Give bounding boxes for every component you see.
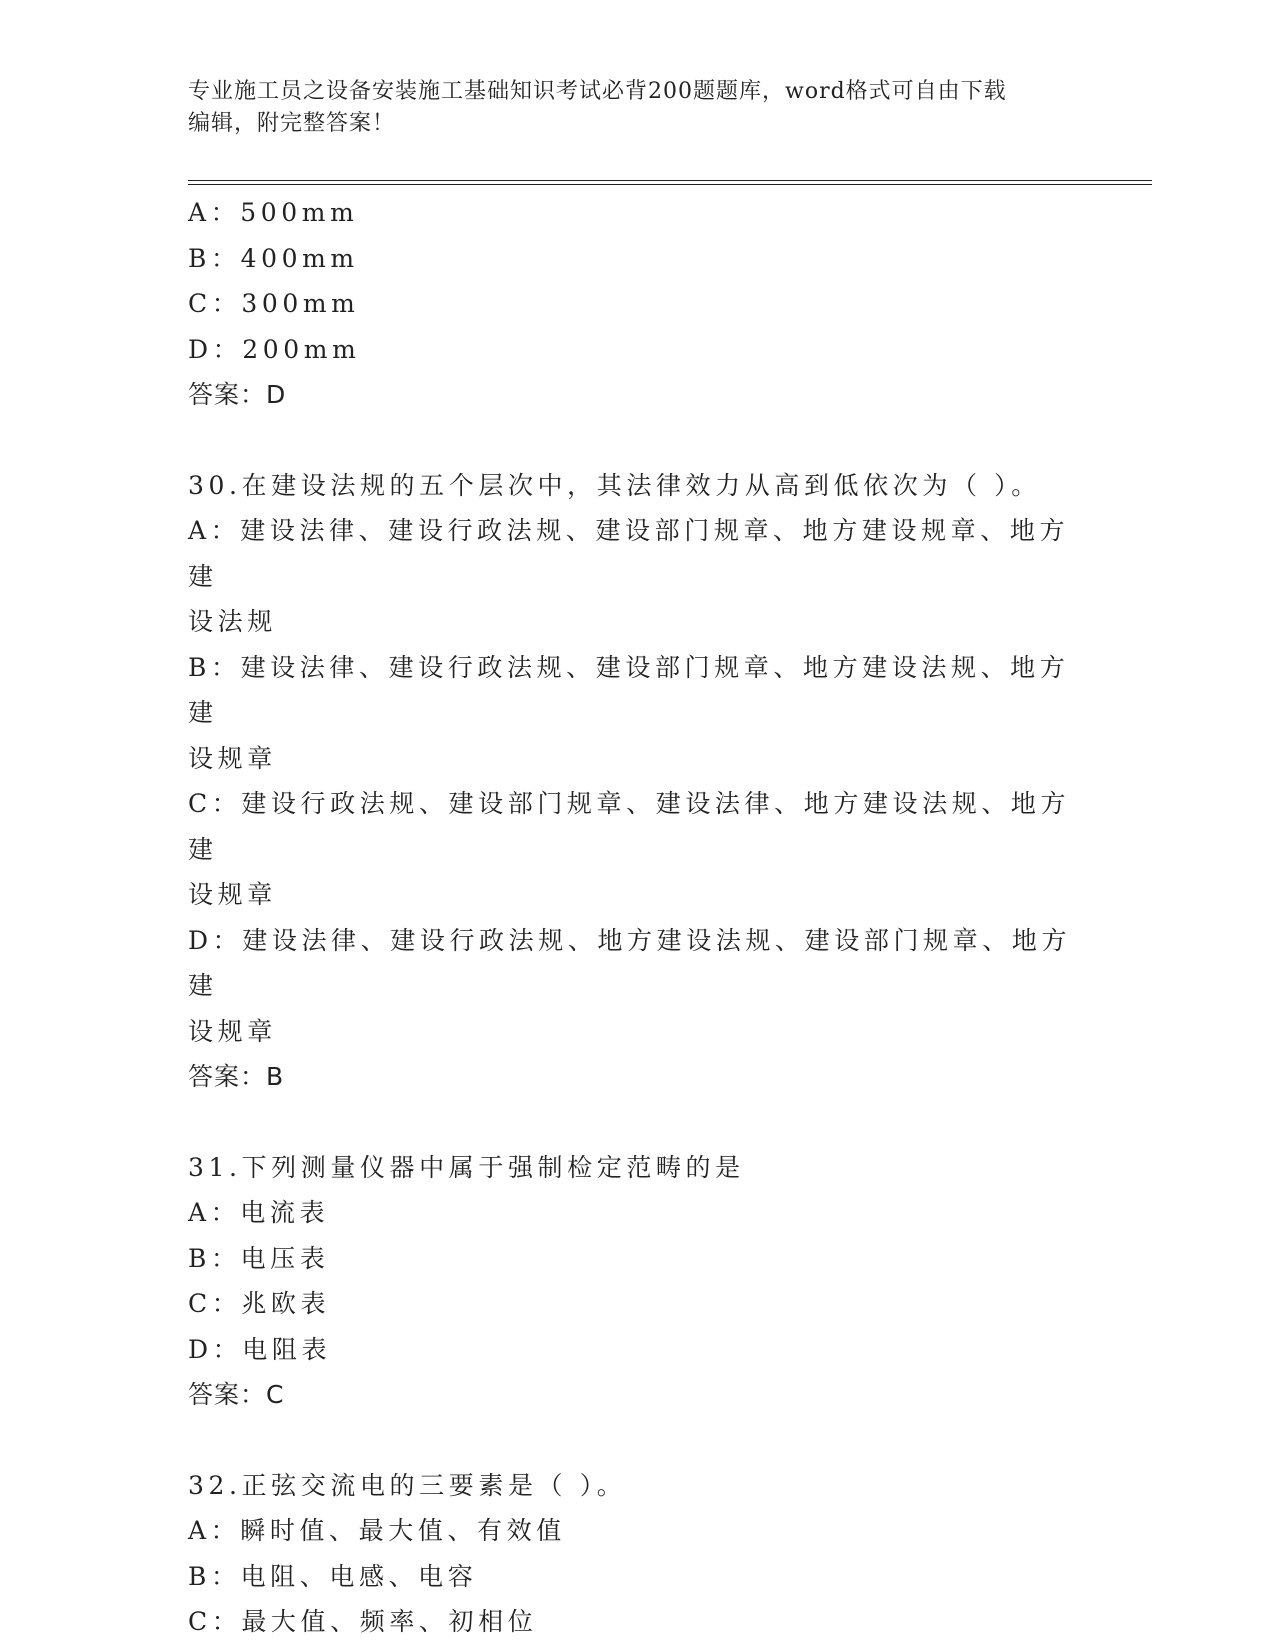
answer-text: 答案：C <box>188 1380 285 1409</box>
option-a-continued: 设法规 <box>188 607 277 636</box>
option-a: A：瞬时值、最大值、有效值 <box>188 1516 566 1545</box>
answer-text: 答案：B <box>188 1062 285 1091</box>
question-block-31 <box>188 1145 1088 1418</box>
option-b: B：建设法律、建设行政法规、建设部门规章、地方建设法规、地方建 <box>188 652 1070 727</box>
question-text: 30.在建设法规的五个层次中，其法律效力从高到低依次为（ ）。 <box>188 470 1041 500</box>
question-block-32 <box>188 1463 1088 1645</box>
option-d: D：建设法律、建设行政法规、地方建设法规、建设部门规章、地方建 <box>188 925 1072 1000</box>
question-block-29 <box>188 190 1088 418</box>
option-a: A：建设法律、建设行政法规、建设部门规章、地方建设规章、地方建 <box>188 516 1070 591</box>
header-title-line-1: 专业施工员之设备安装施工基础知识考试必背200题题库，word格式可自由下载 <box>188 79 1007 104</box>
option-a: A：电流表 <box>188 1198 330 1227</box>
option-d: D：电阻表 <box>188 1334 332 1364</box>
option-b: B：400mm <box>188 243 359 273</box>
option-c: C：最大值、频率、初相位 <box>188 1607 538 1636</box>
option-d: D：200mm <box>188 334 361 364</box>
option-d-continued: 设规章 <box>188 1016 277 1046</box>
question-block-30 <box>188 463 1088 1100</box>
option-c: C：兆欧表 <box>188 1289 331 1318</box>
option-c-continued: 设规章 <box>188 880 277 909</box>
question-text: 32.正弦交流电的三要素是（ ）。 <box>188 1470 627 1500</box>
header-divider-bottom <box>188 184 1152 185</box>
option-a: A：500mm <box>188 198 359 227</box>
question-list <box>188 190 1088 1645</box>
option-b: B：电压表 <box>188 1243 330 1273</box>
option-c: C：建设行政法规、建设部门规章、建设法律、地方建设法规、地方建 <box>188 789 1071 864</box>
header-divider-top <box>188 180 1152 181</box>
question-text: 31.下列测量仪器中属于强制检定范畴的是 <box>188 1152 745 1182</box>
document-header <box>188 76 1068 140</box>
header-title-line-2: 编辑，附完整答案！ <box>188 111 396 136</box>
option-b-continued: 设规章 <box>188 743 277 773</box>
option-c: C：300mm <box>188 289 360 318</box>
answer-text: 答案：D <box>188 380 287 409</box>
option-b: B：电阻、电感、电容 <box>188 1561 478 1591</box>
